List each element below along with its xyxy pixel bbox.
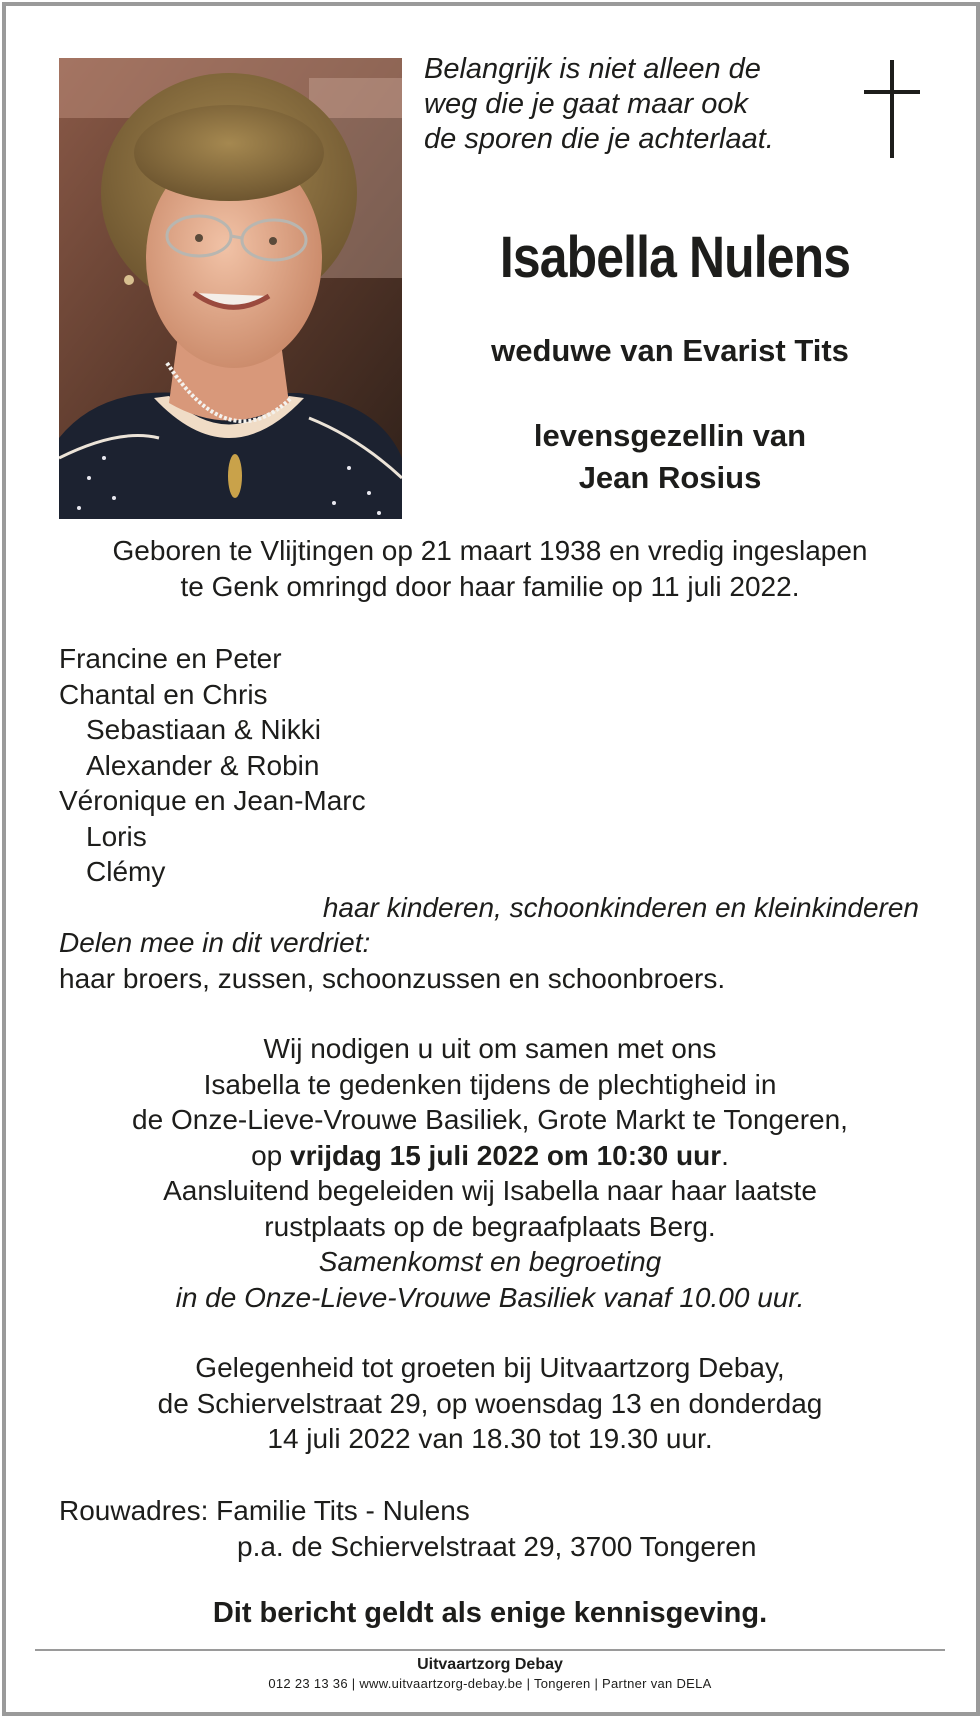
visitation-line: de Schiervelstraat 29, op woensdag 13 en donderdag [157, 1387, 823, 1419]
birth-death-statement [40, 533, 940, 605]
portrait-photo [59, 58, 402, 519]
invite-line: Isabella te gedenken tijdens de plechtigheid in [203, 1068, 777, 1100]
cross-icon [864, 60, 920, 160]
funeral-home-name: Uitvaartzorg Debay [417, 1656, 563, 1673]
memorial-quote: Belangrijk is niet alleen de weg die je gaat maar ook de sporen die je achterlaat. [424, 53, 774, 155]
date-prefix: op [251, 1139, 291, 1171]
portrait-illustration [59, 58, 402, 519]
family-caption: haar kinderen, schoonkinderen en kleinkinderen [322, 891, 919, 923]
share-grief-label: Delen mee in dit verdriet: [59, 927, 371, 958]
partner-name: Jean Rosius [578, 460, 762, 495]
birth-line: Geboren te Vlijtingen op 21 maart 1938 en vredig ingeslapen [112, 535, 868, 566]
address-street: p.a. de Schiervelstraat 29, 3700 Tongeren [237, 1531, 757, 1562]
gathering-line: Samenkomst en begroeting [318, 1246, 662, 1277]
visitation-line: Gelegenheid tot groeten bij Uitvaartzorg Debay, [195, 1352, 785, 1383]
date-suffix: . [721, 1139, 729, 1171]
visitation-line: 14 juli 2022 van 18.30 tot 19.30 uur. [267, 1423, 713, 1454]
invite-line: Aansluitend begeleiden wij Isabella naar haar laatste [163, 1175, 817, 1206]
ceremony-date-line [40, 1138, 940, 1174]
ceremony-invitation [40, 1031, 940, 1315]
notice-statement: Dit bericht geldt als enige kennisgeving. [212, 1597, 768, 1629]
ceremony-datetime: vrijdag 15 juli 2022 om 10:30 uur [290, 1139, 722, 1171]
family-member: Clémy [86, 856, 166, 887]
mourning-address [59, 1493, 939, 1565]
family-member: Francine en Peter [59, 643, 282, 674]
partner-block [410, 415, 930, 499]
funeral-home-contact: 012 23 13 36 | www.uitvaartzorg-debay.be | Tongeren | Partner van DELA [268, 1676, 712, 1691]
invite-line: Wij nodigen u uit om samen met ons [263, 1033, 717, 1064]
footer-divider [35, 1649, 945, 1651]
family-member: Véronique en Jean-Marc [59, 785, 366, 816]
death-line: te Genk omringd door haar familie op 11 juli 2022. [180, 571, 800, 602]
family-member: Chantal en Chris [59, 678, 268, 710]
family-member: Sebastiaan & Nikki [86, 714, 322, 745]
widow-of-line: weduwe van Evarist Tits [491, 333, 849, 368]
visitation-info [40, 1350, 940, 1457]
address-family: Rouwadres: Familie Tits - Nulens [59, 1495, 470, 1526]
family-list [59, 641, 939, 996]
gathering-line: in de Onze-Lieve-Vrouwe Basiliek vanaf 10.00 uur. [175, 1281, 805, 1313]
invite-line: de Onze-Lieve-Vrouwe Basiliek, Grote Markt te Tongeren, [132, 1104, 848, 1135]
deceased-name: Isabella Nulens [499, 225, 851, 290]
share-grief-text: haar broers, zussen, schoonzussen en schoonbroers. [59, 962, 726, 994]
family-member: Loris [86, 820, 147, 852]
partner-label: levensgezellin van [533, 418, 807, 453]
invite-line: rustplaats op de begraafplaats Berg. [264, 1210, 716, 1242]
family-member: Alexander & Robin [86, 749, 320, 781]
